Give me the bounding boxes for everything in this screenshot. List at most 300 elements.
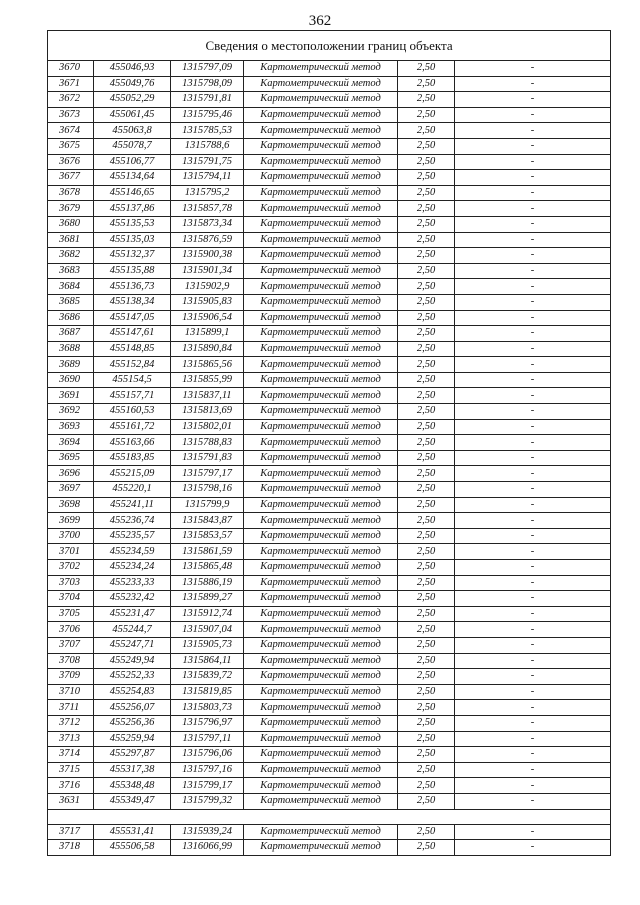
method-cell: Картометрический метод	[244, 669, 398, 685]
coord-y-cell: 1315939,24	[171, 824, 244, 840]
point-number-cell: 3687	[48, 326, 94, 342]
coord-y-cell: 1315791,75	[171, 154, 244, 170]
accuracy-cell: 2,50	[398, 840, 455, 856]
point-number-cell: 3674	[48, 123, 94, 139]
accuracy-cell: 2,50	[398, 653, 455, 669]
coord-y-cell: 1315813,69	[171, 404, 244, 420]
coord-x-cell: 455157,71	[94, 388, 171, 404]
table-row	[48, 482, 611, 498]
point-number-cell: 3708	[48, 653, 94, 669]
point-number-cell: 3697	[48, 482, 94, 498]
accuracy-cell: 2,50	[398, 435, 455, 451]
coord-x-cell: 455183,85	[94, 450, 171, 466]
table-row	[48, 560, 611, 576]
table-row	[48, 341, 611, 357]
note-cell: -	[455, 248, 611, 264]
note-cell: -	[455, 637, 611, 653]
note-cell: -	[455, 372, 611, 388]
coord-x-cell: 455256,36	[94, 715, 171, 731]
accuracy-cell: 2,50	[398, 232, 455, 248]
coord-x-cell: 455348,48	[94, 778, 171, 794]
coord-x-cell: 455063,8	[94, 123, 171, 139]
coord-y-cell: 1315901,34	[171, 263, 244, 279]
method-cell: Картометрический метод	[244, 747, 398, 763]
note-cell: -	[455, 606, 611, 622]
coord-x-cell: 455349,47	[94, 793, 171, 809]
note-cell: -	[455, 824, 611, 840]
point-number-cell: 3689	[48, 357, 94, 373]
method-cell: Картометрический метод	[244, 715, 398, 731]
accuracy-cell: 2,50	[398, 778, 455, 794]
point-number-cell: 3702	[48, 560, 94, 576]
point-number-cell: 3677	[48, 170, 94, 186]
accuracy-cell: 2,50	[398, 684, 455, 700]
table-row	[48, 310, 611, 326]
coord-y-cell: 1315798,09	[171, 76, 244, 92]
coord-x-cell: 455236,74	[94, 513, 171, 529]
accuracy-cell: 2,50	[398, 138, 455, 154]
point-number-cell: 3717	[48, 824, 94, 840]
note-cell: -	[455, 404, 611, 420]
method-cell: Картометрический метод	[244, 404, 398, 420]
point-number-cell: 3685	[48, 294, 94, 310]
coord-x-cell: 455147,61	[94, 326, 171, 342]
method-cell: Картометрический метод	[244, 185, 398, 201]
point-number-cell: 3675	[48, 138, 94, 154]
accuracy-cell: 2,50	[398, 170, 455, 186]
coord-y-cell: 1315905,83	[171, 294, 244, 310]
method-cell: Картометрический метод	[244, 170, 398, 186]
note-cell: -	[455, 419, 611, 435]
coord-y-cell: 1315803,73	[171, 700, 244, 716]
table-row	[48, 357, 611, 373]
accuracy-cell: 2,50	[398, 123, 455, 139]
table-row	[48, 61, 611, 77]
coord-y-cell: 1315785,53	[171, 123, 244, 139]
table-row	[48, 793, 611, 809]
table-row	[48, 466, 611, 482]
accuracy-cell: 2,50	[398, 279, 455, 295]
note-cell: -	[455, 92, 611, 108]
table-row	[48, 637, 611, 653]
table-row	[48, 92, 611, 108]
table-row	[48, 684, 611, 700]
table-row	[48, 123, 611, 139]
point-number-cell: 3688	[48, 341, 94, 357]
table-row	[48, 622, 611, 638]
accuracy-cell: 2,50	[398, 61, 455, 77]
coord-x-cell: 455146,65	[94, 185, 171, 201]
coord-x-cell: 455259,94	[94, 731, 171, 747]
table-row	[48, 762, 611, 778]
method-cell: Картометрический метод	[244, 201, 398, 217]
point-number-cell: 3703	[48, 575, 94, 591]
accuracy-cell: 2,50	[398, 419, 455, 435]
table-row	[48, 107, 611, 123]
coord-x-cell: 455154,5	[94, 372, 171, 388]
table-row	[48, 170, 611, 186]
accuracy-cell: 2,50	[398, 263, 455, 279]
note-cell: -	[455, 653, 611, 669]
accuracy-cell: 2,50	[398, 591, 455, 607]
coord-x-cell: 455135,53	[94, 216, 171, 232]
coord-y-cell: 1315797,11	[171, 731, 244, 747]
coord-y-cell: 1315796,06	[171, 747, 244, 763]
note-cell: -	[455, 575, 611, 591]
note-cell: -	[455, 138, 611, 154]
coord-x-cell: 455244,7	[94, 622, 171, 638]
note-cell: -	[455, 513, 611, 529]
point-number-cell: 3711	[48, 700, 94, 716]
coord-y-cell: 1315794,11	[171, 170, 244, 186]
method-cell: Картометрический метод	[244, 279, 398, 295]
coord-x-cell: 455147,05	[94, 310, 171, 326]
method-cell: Картометрический метод	[244, 778, 398, 794]
method-cell: Картометрический метод	[244, 824, 398, 840]
coord-x-cell: 455160,53	[94, 404, 171, 420]
coord-y-cell: 1315795,46	[171, 107, 244, 123]
coord-x-cell: 455235,57	[94, 528, 171, 544]
point-number-cell: 3693	[48, 419, 94, 435]
coord-x-cell: 455249,94	[94, 653, 171, 669]
point-number-cell: 3707	[48, 637, 94, 653]
method-cell: Картометрический метод	[244, 528, 398, 544]
note-cell: -	[455, 216, 611, 232]
point-number-cell: 3691	[48, 388, 94, 404]
coord-y-cell: 1315899,1	[171, 326, 244, 342]
coord-y-cell: 1315865,48	[171, 560, 244, 576]
method-cell: Картометрический метод	[244, 700, 398, 716]
note-cell: -	[455, 450, 611, 466]
table-row	[48, 263, 611, 279]
table-row	[48, 591, 611, 607]
point-number-cell: 3705	[48, 606, 94, 622]
accuracy-cell: 2,50	[398, 747, 455, 763]
table-row	[48, 824, 611, 840]
coord-x-cell: 455215,09	[94, 466, 171, 482]
note-cell: -	[455, 482, 611, 498]
method-cell: Картометрический метод	[244, 419, 398, 435]
coord-y-cell: 1315799,32	[171, 793, 244, 809]
table-row	[48, 248, 611, 264]
method-cell: Картометрический метод	[244, 762, 398, 778]
method-cell: Картометрический метод	[244, 684, 398, 700]
method-cell: Картометрический метод	[244, 637, 398, 653]
method-cell: Картометрический метод	[244, 76, 398, 92]
method-cell: Картометрический метод	[244, 388, 398, 404]
table-row	[48, 700, 611, 716]
table-row	[48, 419, 611, 435]
note-cell: -	[455, 310, 611, 326]
method-cell: Картометрический метод	[244, 544, 398, 560]
table-row	[48, 731, 611, 747]
point-number-cell: 3694	[48, 435, 94, 451]
method-cell: Картометрический метод	[244, 560, 398, 576]
coord-y-cell: 1315791,83	[171, 450, 244, 466]
method-cell: Картометрический метод	[244, 482, 398, 498]
accuracy-cell: 2,50	[398, 731, 455, 747]
method-cell: Картометрический метод	[244, 466, 398, 482]
accuracy-cell: 2,50	[398, 824, 455, 840]
note-cell: -	[455, 107, 611, 123]
note-cell: -	[455, 388, 611, 404]
table-row	[48, 232, 611, 248]
point-number-cell: 3715	[48, 762, 94, 778]
point-number-cell: 3683	[48, 263, 94, 279]
method-cell: Картометрический метод	[244, 92, 398, 108]
coord-y-cell: 1315853,57	[171, 528, 244, 544]
table-row	[48, 840, 611, 856]
accuracy-cell: 2,50	[398, 637, 455, 653]
coord-x-cell: 455252,33	[94, 669, 171, 685]
note-cell: -	[455, 61, 611, 77]
note-cell: -	[455, 669, 611, 685]
coord-x-cell: 455152,84	[94, 357, 171, 373]
accuracy-cell: 2,50	[398, 793, 455, 809]
point-number-cell: 3695	[48, 450, 94, 466]
coord-x-cell: 455241,11	[94, 497, 171, 513]
point-number-cell: 3673	[48, 107, 94, 123]
note-cell: -	[455, 684, 611, 700]
accuracy-cell: 2,50	[398, 404, 455, 420]
method-cell: Картометрический метод	[244, 341, 398, 357]
table-row	[48, 154, 611, 170]
note-cell: -	[455, 326, 611, 342]
coord-x-cell: 455136,73	[94, 279, 171, 295]
accuracy-cell: 2,50	[398, 310, 455, 326]
accuracy-cell: 2,50	[398, 482, 455, 498]
coord-y-cell: 1315837,11	[171, 388, 244, 404]
coord-y-cell: 1315797,17	[171, 466, 244, 482]
coord-y-cell: 1316066,99	[171, 840, 244, 856]
note-cell: -	[455, 793, 611, 809]
coord-y-cell: 1315797,16	[171, 762, 244, 778]
coord-y-cell: 1315843,87	[171, 513, 244, 529]
coord-y-cell: 1315799,17	[171, 778, 244, 794]
coord-y-cell: 1315819,85	[171, 684, 244, 700]
note-cell: -	[455, 466, 611, 482]
point-number-cell: 3682	[48, 248, 94, 264]
accuracy-cell: 2,50	[398, 497, 455, 513]
point-number-cell: 3709	[48, 669, 94, 685]
coord-x-cell: 455137,86	[94, 201, 171, 217]
table-gap-cell	[48, 809, 611, 824]
table-row	[48, 513, 611, 529]
note-cell: -	[455, 201, 611, 217]
accuracy-cell: 2,50	[398, 248, 455, 264]
table-row	[48, 216, 611, 232]
method-cell: Картометрический метод	[244, 575, 398, 591]
accuracy-cell: 2,50	[398, 216, 455, 232]
coord-y-cell: 1315855,99	[171, 372, 244, 388]
coord-y-cell: 1315899,27	[171, 591, 244, 607]
method-cell: Картометрический метод	[244, 326, 398, 342]
coord-x-cell: 455256,07	[94, 700, 171, 716]
coord-x-cell: 455297,87	[94, 747, 171, 763]
method-cell: Картометрический метод	[244, 591, 398, 607]
table-row	[48, 575, 611, 591]
coord-y-cell: 1315907,04	[171, 622, 244, 638]
table-row	[48, 653, 611, 669]
point-number-cell: 3704	[48, 591, 94, 607]
point-number-cell: 3680	[48, 216, 94, 232]
table-row	[48, 279, 611, 295]
method-cell: Картометрический метод	[244, 731, 398, 747]
coord-y-cell: 1315796,97	[171, 715, 244, 731]
method-cell: Картометрический метод	[244, 435, 398, 451]
point-number-cell: 3714	[48, 747, 94, 763]
note-cell: -	[455, 622, 611, 638]
accuracy-cell: 2,50	[398, 560, 455, 576]
method-cell: Картометрический метод	[244, 107, 398, 123]
coord-x-cell: 455220,1	[94, 482, 171, 498]
note-cell: -	[455, 528, 611, 544]
table-row	[48, 544, 611, 560]
point-number-cell: 3696	[48, 466, 94, 482]
note-cell: -	[455, 840, 611, 856]
point-number-cell: 3713	[48, 731, 94, 747]
table-row	[48, 201, 611, 217]
note-cell: -	[455, 185, 611, 201]
note-cell: -	[455, 123, 611, 139]
point-number-cell: 3706	[48, 622, 94, 638]
accuracy-cell: 2,50	[398, 294, 455, 310]
accuracy-cell: 2,50	[398, 372, 455, 388]
coord-x-cell: 455061,45	[94, 107, 171, 123]
coord-x-cell: 455138,34	[94, 294, 171, 310]
point-number-cell: 3701	[48, 544, 94, 560]
table-title: Сведения о местоположении границ объекта	[48, 31, 611, 61]
table-row	[48, 138, 611, 154]
table-row	[48, 497, 611, 513]
accuracy-cell: 2,50	[398, 544, 455, 560]
note-cell: -	[455, 263, 611, 279]
accuracy-cell: 2,50	[398, 466, 455, 482]
method-cell: Картометрический метод	[244, 216, 398, 232]
coord-x-cell: 455161,72	[94, 419, 171, 435]
coord-y-cell: 1315912,74	[171, 606, 244, 622]
method-cell: Картометрический метод	[244, 357, 398, 373]
accuracy-cell: 2,50	[398, 575, 455, 591]
table-row	[48, 185, 611, 201]
point-number-cell: 3678	[48, 185, 94, 201]
coord-x-cell: 455078,7	[94, 138, 171, 154]
coord-y-cell: 1315876,59	[171, 232, 244, 248]
point-number-cell: 3676	[48, 154, 94, 170]
coord-y-cell: 1315788,6	[171, 138, 244, 154]
table-row	[48, 388, 611, 404]
method-cell: Картометрический метод	[244, 450, 398, 466]
accuracy-cell: 2,50	[398, 76, 455, 92]
coord-x-cell: 455231,47	[94, 606, 171, 622]
table-row	[48, 606, 611, 622]
table-row	[48, 326, 611, 342]
accuracy-cell: 2,50	[398, 201, 455, 217]
method-cell: Картометрический метод	[244, 513, 398, 529]
point-number-cell: 3700	[48, 528, 94, 544]
method-cell: Картометрический метод	[244, 310, 398, 326]
table-row	[48, 435, 611, 451]
coord-y-cell: 1315802,01	[171, 419, 244, 435]
point-number-cell: 3692	[48, 404, 94, 420]
table-row	[48, 450, 611, 466]
method-cell: Картометрический метод	[244, 793, 398, 809]
accuracy-cell: 2,50	[398, 341, 455, 357]
accuracy-cell: 2,50	[398, 669, 455, 685]
coord-x-cell: 455134,64	[94, 170, 171, 186]
point-number-cell: 3716	[48, 778, 94, 794]
point-number-cell: 3686	[48, 310, 94, 326]
coord-x-cell: 455052,29	[94, 92, 171, 108]
note-cell: -	[455, 170, 611, 186]
accuracy-cell: 2,50	[398, 357, 455, 373]
coord-x-cell: 455254,83	[94, 684, 171, 700]
note-cell: -	[455, 232, 611, 248]
point-number-cell: 3631	[48, 793, 94, 809]
accuracy-cell: 2,50	[398, 762, 455, 778]
coord-y-cell: 1315861,59	[171, 544, 244, 560]
note-cell: -	[455, 700, 611, 716]
coord-y-cell: 1315905,73	[171, 637, 244, 653]
coord-x-cell: 455317,38	[94, 762, 171, 778]
accuracy-cell: 2,50	[398, 154, 455, 170]
note-cell: -	[455, 747, 611, 763]
note-cell: -	[455, 778, 611, 794]
method-cell: Картометрический метод	[244, 840, 398, 856]
note-cell: -	[455, 560, 611, 576]
coord-x-cell: 455506,58	[94, 840, 171, 856]
coord-x-cell: 455106,77	[94, 154, 171, 170]
accuracy-cell: 2,50	[398, 528, 455, 544]
coord-y-cell: 1315873,34	[171, 216, 244, 232]
table-row	[48, 715, 611, 731]
coord-x-cell: 455232,42	[94, 591, 171, 607]
point-number-cell: 3681	[48, 232, 94, 248]
note-cell: -	[455, 544, 611, 560]
accuracy-cell: 2,50	[398, 388, 455, 404]
coord-x-cell: 455135,03	[94, 232, 171, 248]
method-cell: Картометрический метод	[244, 123, 398, 139]
table-row	[48, 747, 611, 763]
note-cell: -	[455, 76, 611, 92]
accuracy-cell: 2,50	[398, 185, 455, 201]
accuracy-cell: 2,50	[398, 326, 455, 342]
point-number-cell: 3672	[48, 92, 94, 108]
coord-y-cell: 1315797,09	[171, 61, 244, 77]
coord-x-cell: 455233,33	[94, 575, 171, 591]
method-cell: Картометрический метод	[244, 61, 398, 77]
coord-x-cell: 455148,85	[94, 341, 171, 357]
accuracy-cell: 2,50	[398, 700, 455, 716]
table-row	[48, 372, 611, 388]
coord-y-cell: 1315902,9	[171, 279, 244, 295]
accuracy-cell: 2,50	[398, 715, 455, 731]
coord-y-cell: 1315906,54	[171, 310, 244, 326]
method-cell: Картометрический метод	[244, 653, 398, 669]
note-cell: -	[455, 294, 611, 310]
method-cell: Картометрический метод	[244, 606, 398, 622]
coord-y-cell: 1315886,19	[171, 575, 244, 591]
table-row	[48, 528, 611, 544]
table-title-row	[48, 31, 611, 61]
method-cell: Картометрический метод	[244, 232, 398, 248]
coord-y-cell: 1315795,2	[171, 185, 244, 201]
point-number-cell: 3718	[48, 840, 94, 856]
table-row	[48, 76, 611, 92]
method-cell: Картометрический метод	[244, 263, 398, 279]
note-cell: -	[455, 435, 611, 451]
point-number-cell: 3671	[48, 76, 94, 92]
